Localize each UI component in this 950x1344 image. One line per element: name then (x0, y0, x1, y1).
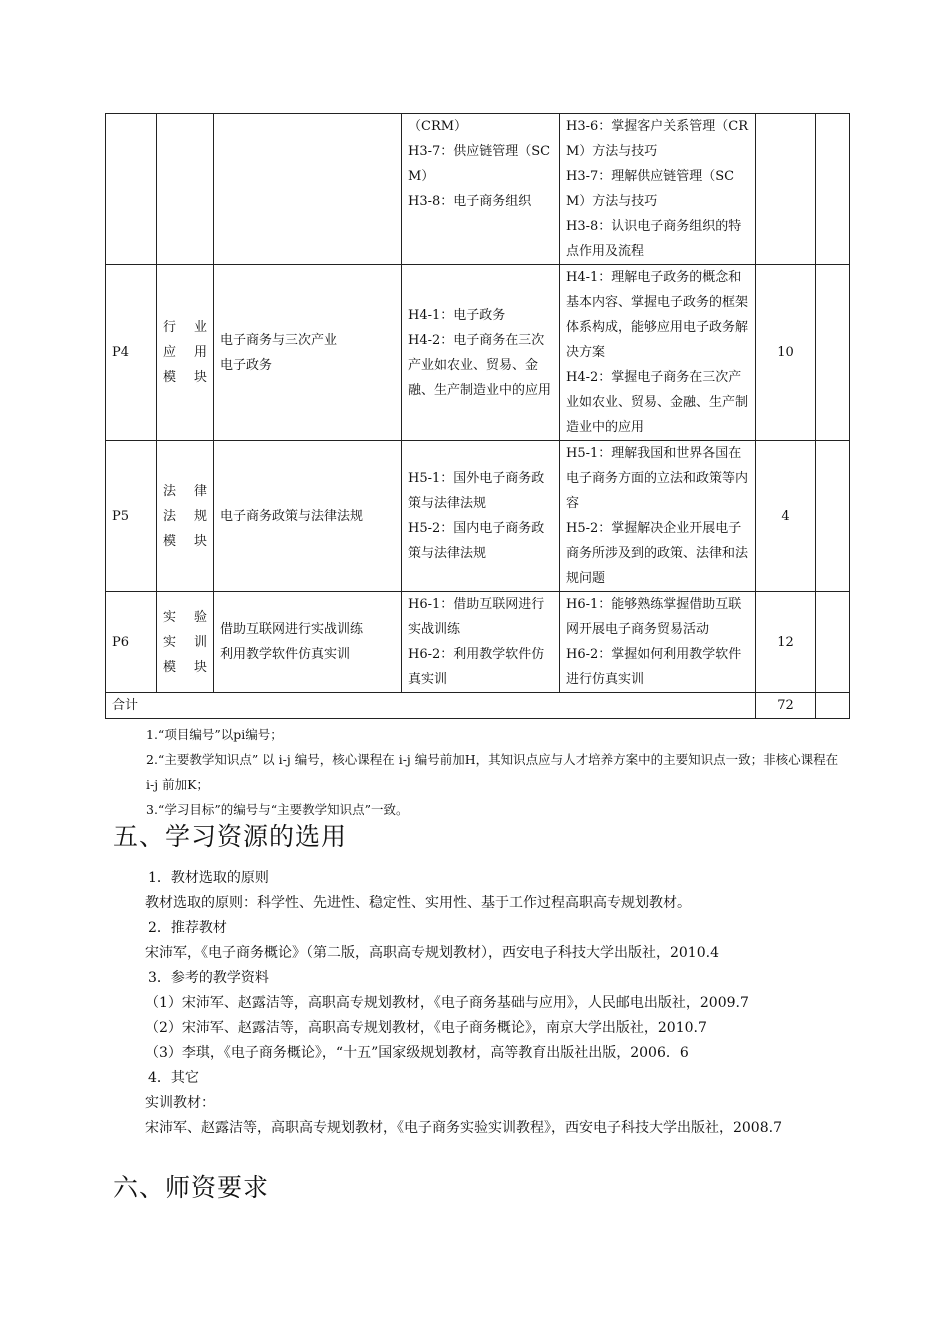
knowledge-points-cell (402, 114, 560, 265)
module-name-line: 实训 (163, 634, 207, 650)
table-row (106, 592, 850, 693)
project-no-cell: P5 (106, 441, 157, 592)
project-no-cell: P4 (106, 265, 157, 441)
learning-goals-cell (560, 265, 756, 441)
learning-goal: H5-1：理解我国和世界各国在电子商务方面的立法和政策等内容 (566, 446, 749, 511)
knowledge-points-cell (402, 265, 560, 441)
learning-goals-cell (560, 441, 756, 592)
learning-goals-cell (560, 592, 756, 693)
knowledge-point: H5-1：国外电子商务政策与法律法规 (408, 471, 545, 511)
learning-goal: H3-7：理解供应链管理（SCM）方法与技巧 (566, 169, 735, 209)
subheading: 3．参考的教学资料 (148, 970, 269, 986)
content-cell (214, 441, 402, 592)
reference-item: （2）宋沛军、赵露洁等，高职高专规划教材，《电子商务概论》，南京大学出版社，2010.7 (145, 1020, 707, 1036)
knowledge-point: H3-7：供应链管理（SCM） (408, 144, 551, 184)
knowledge-points-cell (402, 592, 560, 693)
module-name-line: 法律 (163, 483, 207, 499)
section-6-title: 六、师资要求 (113, 1173, 270, 1202)
module-name-line: 模块 (163, 370, 207, 385)
curriculum-table (105, 113, 850, 719)
table-notes (110, 722, 845, 822)
note-item: 1.“项目编号”以pi编号； (146, 727, 283, 742)
knowledge-point: H5-2：国内电子商务政策与法律法规 (408, 521, 545, 561)
knowledge-point: （CRM） (408, 119, 468, 134)
subheading: 4．其它 (148, 1070, 199, 1086)
hours-cell: 4 (756, 441, 816, 592)
paragraph: 实训教材： (145, 1095, 215, 1111)
remarks-cell (816, 265, 850, 441)
content-line: 电子商务政策与法律法规 (220, 508, 364, 524)
remarks-cell (816, 592, 850, 693)
content-cell (214, 592, 402, 693)
learning-goal: H3-6：掌握客户关系管理（CRM）方法与技巧 (566, 119, 749, 159)
table-row (106, 441, 850, 592)
learning-goal: H4-2：掌握电子商务在三次产业如农业、贸易、金融、生产制造业中的应用 (566, 370, 749, 435)
learning-goal: H4-1：理解电子政务的概念和基本内容、掌握电子政务的框架体系构成，能够应用电子政务解决方案 (566, 270, 749, 360)
table-row (106, 114, 850, 265)
remarks-cell (816, 114, 850, 265)
module-name-line: 模块 (163, 659, 207, 675)
knowledge-point: H4-2：电子商务在三次产业如农业、贸易、金融、生产制造业中的应用 (408, 332, 552, 398)
paragraph: 宋沛军、赵露洁等，高职高专规划教材，《电子商务实验实训教程》，西安电子科技大学出版社，2008.7 (145, 1120, 782, 1136)
content-cell (214, 265, 402, 441)
learning-goal: H6-2：掌握如何利用教学软件进行仿真实训 (566, 647, 742, 687)
module-name-line: 实验 (163, 609, 207, 625)
knowledge-points-cell (402, 441, 560, 592)
project-no-cell (106, 114, 157, 265)
reference-item: （3）李琪，《电子商务概论》，“十五”国家级规划教材，高等教育出版社出版，2006．6 (145, 1045, 689, 1061)
module-cell (157, 114, 214, 265)
knowledge-point: H6-1：借助互联网进行实战训练 (408, 597, 545, 637)
content-line: 电子政务 (220, 357, 273, 373)
note-item: 2.“主要教学知识点” 以 i-j 编号，核心课程在 i-j 编号前加H，其知识点应与人才培养方案中的主要知识点一致；非核心课程在 i-j 前加K； (146, 752, 839, 792)
content-line: 利用教学软件仿真实训 (220, 647, 351, 662)
content-line: 电子商务与三次产业 (220, 332, 338, 348)
project-no-cell: P6 (106, 592, 157, 693)
paragraph: 宋沛军，《电子商务概论》（第二版，高职高专规划教材），西安电子科技大学出版社，2010.4 (145, 945, 719, 961)
knowledge-point: H6-2：利用教学软件仿真实训 (408, 647, 545, 687)
learning-goal: H3-8：认识电子商务组织的特点作用及流程 (566, 219, 742, 259)
learning-goals-cell (560, 114, 756, 265)
remarks-cell (816, 693, 850, 719)
hours-cell: 10 (756, 265, 816, 441)
table-row (106, 265, 850, 441)
content-line: 借助互联网进行实战训练 (220, 622, 364, 637)
learning-goal: H5-2：掌握解决企业开展电子商务所涉及到的政策、法律和法规问题 (566, 521, 749, 586)
module-name-line: 应用 (163, 345, 207, 360)
total-label: 合计 (106, 693, 756, 719)
remarks-cell (816, 441, 850, 592)
learning-goal: H6-1：能够熟练掌握借助互联网开展电子商务贸易活动 (566, 597, 742, 637)
learning-resources (113, 866, 843, 1141)
subheading: 1．教材选取的原则 (148, 870, 269, 886)
total-hours: 72 (756, 693, 816, 719)
module-cell (157, 265, 214, 441)
hours-cell (756, 114, 816, 265)
subheading: 2．推荐教材 (148, 920, 227, 936)
module-cell (157, 441, 214, 592)
note-item: 3.“学习目标”的编号与“主要教学知识点”一致。 (146, 802, 409, 817)
module-cell (157, 592, 214, 693)
section-5-title: 五、学习资源的选用 (113, 822, 348, 851)
module-name-line: 法规 (163, 508, 207, 524)
knowledge-point: H3-8：电子商务组织 (408, 194, 532, 209)
module-name-line: 模块 (163, 533, 207, 549)
total-row (106, 693, 850, 719)
paragraph: 教材选取的原则：科学性、先进性、稳定性、实用性、基于工作过程高职高专规划教材。 (145, 895, 691, 911)
hours-cell: 12 (756, 592, 816, 693)
knowledge-point: H4-1：电子政务 (408, 307, 506, 323)
module-name-line: 行业 (163, 320, 207, 335)
reference-item: （1）宋沛军、赵露洁等，高职高专规划教材，《电子商务基础与应用》，人民邮电出版社，2009.7 (145, 995, 749, 1011)
content-cell (214, 114, 402, 265)
